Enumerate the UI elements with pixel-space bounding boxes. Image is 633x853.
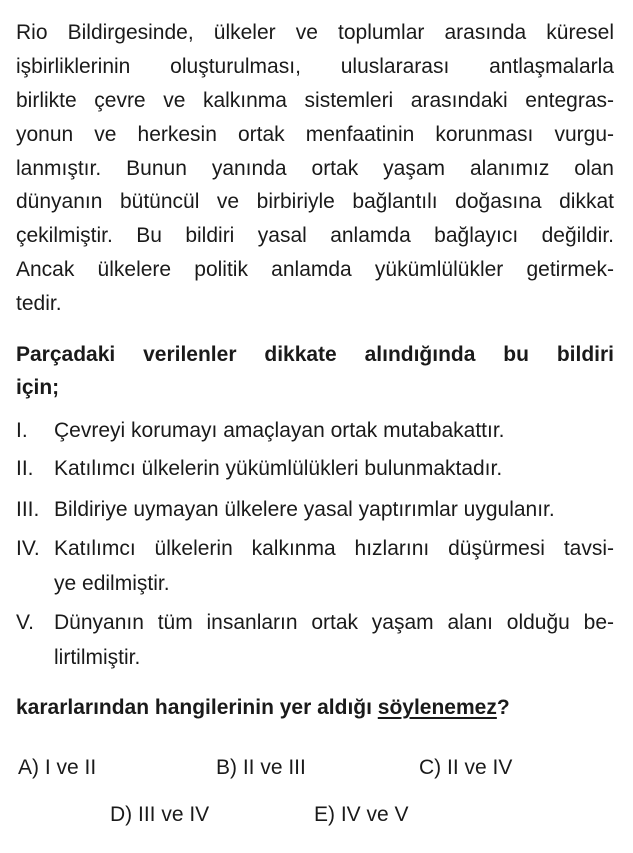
statement-text: ye edilmiştir. [54,572,170,595]
reading-passage [16,16,614,321]
answer-option-a[interactable]: A) I ve II [18,756,97,779]
answer-option-c[interactable]: C) II ve IV [419,756,513,779]
statement-item [16,531,614,601]
statement-text: Katılımcı ülkelerin yükümlülükleri bulunmaktadır. [54,457,503,480]
passage-line: Rio Bildirgesinde, ülkeler ve toplumlar arasında küresel [16,21,614,44]
statement-item [16,605,614,675]
statement-number: V. [16,611,34,634]
statement-text: Çevreyi korumayı amaçlayan ortak mutabakattır. [54,419,505,442]
passage-line: birlikte çevre ve kalkınma sistemleri arasındaki entegras- [16,88,614,112]
answer-option-e[interactable]: E) IV ve V [314,803,409,826]
statement-text: Bildiriye uymayan ülkelere yasal yaptırımlar uygulanır. [54,498,555,521]
statement-number: I. [16,419,28,442]
question-line: Parçadaki verilenler dikkate alındığında bu bildiri [16,343,614,366]
statement-text: Katılımcı ülkelerin kalkınma hızlarını düşürmesi tavsi- [54,537,614,560]
question-stem [16,696,510,720]
statement-number: IV. [16,537,40,560]
statement-item [16,492,614,527]
passage-line: lanmıştır. Bunun yanında ortak yaşam alanımız olan [16,156,614,180]
statement-number: II. [16,457,34,480]
statement-text: Dünyanın tüm insanların ortak yaşam alanı olduğu be- [54,611,614,634]
passage-line: işbirliklerinin oluşturulması, uluslararası antlaşmalarla [16,54,614,78]
answer-option-d[interactable]: D) III ve IV [110,803,210,826]
passage-line: dünyanın bütüncül ve birbiriyle bağlantılı doğasına dikkat [16,190,614,214]
answer-option-b[interactable]: B) II ve III [216,756,306,779]
statement-item [16,413,614,448]
statement-text: lirtilmiştir. [54,646,141,669]
statement-item [16,451,614,486]
passage-line: tedir. [16,292,62,316]
statement-number: III. [16,498,40,521]
passage-line: çekilmiştir. Bu bildiri yasal anlamda bağlayıcı değildir. [16,224,614,248]
stem-underlined-word: söylenemez [377,696,497,719]
stem-text: kararlarından hangilerinin yer aldığı [16,696,378,719]
passage-line: Ancak ülkelere politik anlamda yükümlülükler getirmek- [16,258,614,282]
stem-question-mark: ? [496,696,510,719]
passage-line: yonun ve herkesin ortak menfaatinin korunması vurgu- [16,122,614,146]
question-prompt [16,338,614,404]
statement-list [16,413,614,675]
question-line: için; [16,376,60,399]
